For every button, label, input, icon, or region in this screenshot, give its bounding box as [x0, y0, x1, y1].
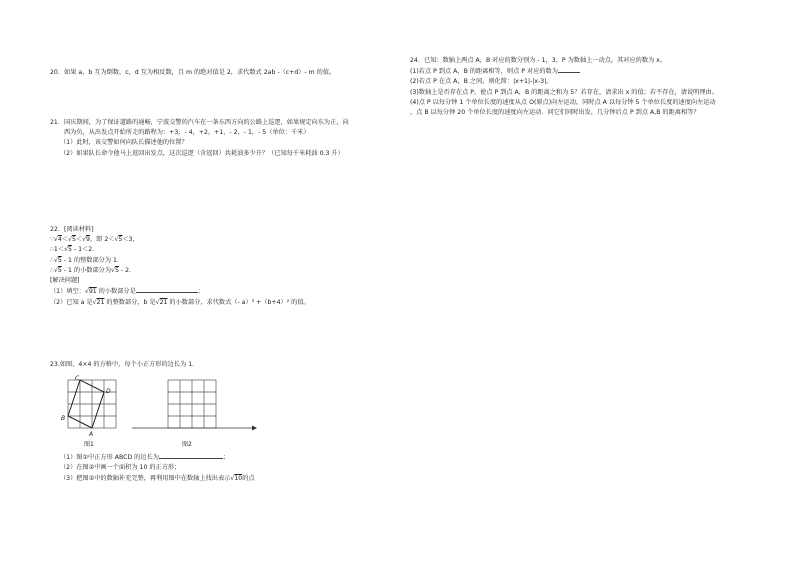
label-b: B: [61, 415, 66, 423]
q22-line4: ∴√5 - 1 的小数部分为√5 - 2．: [50, 266, 136, 274]
q23-figures: [50, 372, 255, 452]
q24-answer-blank: [558, 66, 580, 73]
q22-sub2: （2）已知 a 是√21 的整数部分，b 是√21 的小数部分，求代数式（- a）³ +（b+4）² 的值。: [50, 298, 310, 306]
q22-answer-blank: [136, 286, 198, 293]
label-a: A: [89, 431, 94, 439]
q24-line3: (2)若点 P 在点 A，B 之间，则化简：|x+1|-|x-3|。: [410, 78, 553, 86]
q23-answer-blank: [159, 452, 223, 459]
q24-line6: ，点 B 以每分钟 20 个单位长度的速度向左运动．问它们同时出发，几分钟后点 P 到点 A,B 的距离相等？: [410, 109, 700, 117]
q23-title: 23.如图，4×4 的方格中，每个小正方形的边长为 1．: [50, 361, 199, 368]
label-d: D: [106, 388, 111, 396]
q22-line3: ∴√5 - 1 的整数部分为 1．: [50, 256, 124, 264]
question-23: [50, 360, 255, 484]
q23-sub3: （3）把图②中的数轴补充完整，再利用图中在数轴上找出表示√10的点: [60, 474, 255, 482]
question-24: [410, 56, 770, 118]
q21-sub2: （2）如果队长命令他马上返回出发点，这次巡逻（含返回）共耗油多少升？（已知每千米耗油 0.3 升）: [60, 149, 344, 157]
q21-line2: 西为负，从出发点开始所走的路程为：+3，- 4，+2，+1，- 2，- 1，- 5（单位：千米）: [64, 129, 310, 137]
q23-figure-svg: [58, 374, 278, 448]
question-21: [50, 118, 349, 159]
q22-solve-heading: [解决问题]: [50, 277, 80, 285]
figure2-grid: [168, 380, 216, 428]
q23-sub1: （1）图①中正方形 ABCD 的边长为 ；: [60, 454, 230, 462]
q21-line1: 21．国庆期间，为了保证道路的通畅，宁波交警的汽车在一条东西方向的公路上巡逻，如果规定向东为正，向: [50, 119, 349, 126]
q22-title: 22．[阅读材料]: [50, 226, 94, 233]
q23-sub2: （2）在图②中画一个面积为 10 的正方形；: [60, 464, 181, 472]
label-c: C: [75, 375, 80, 383]
q24-line2: (1)若点 P 到点 A，B 的距离相等，则点 P 对应的数为: [410, 66, 770, 77]
q20-text: 20．如果 a，b 互为倒数，c，d 互为相反数，且 m 的绝对值是 2，求代数式 2ab -（c+d）- m 的值。: [50, 69, 336, 76]
question-20: [50, 68, 335, 78]
figure1-caption: 图1: [84, 441, 94, 449]
figure2-caption: 图2: [182, 441, 192, 449]
q24-line4: (3)数轴上是否存在点 P，使点 P 到点 A，B 的距离之和为 5？若存在，请求出 x 的值；若不存在，请说明理由。: [410, 88, 718, 96]
q21-sub1: （1）此时，该交警如何向队长描述他的位置？: [60, 139, 188, 147]
number-line-arrow: [252, 426, 257, 431]
q24-line5: (4)点 P 以每分钟 1 个单位长度的速度从点 O(原点)向左运动，同时点 A 以每分钟 5 个单位长度的速度向左运动: [410, 98, 716, 106]
q22-line1: ∵√4＜√5＜√9，即 2＜√5＜3，: [50, 236, 139, 244]
right-column: [410, 56, 770, 118]
q24-line1: 24．已知：数轴上两点 A，B 对应的数分别为 - 1，3，P 为数轴上一动点，其对应的数为 x。: [410, 57, 667, 64]
question-22: [50, 225, 310, 308]
q22-sub1: （1）填空：√91 的小数部分是 ；: [50, 288, 204, 296]
q22-line2: ∴1＜√5 - 1＜2．: [50, 246, 99, 254]
